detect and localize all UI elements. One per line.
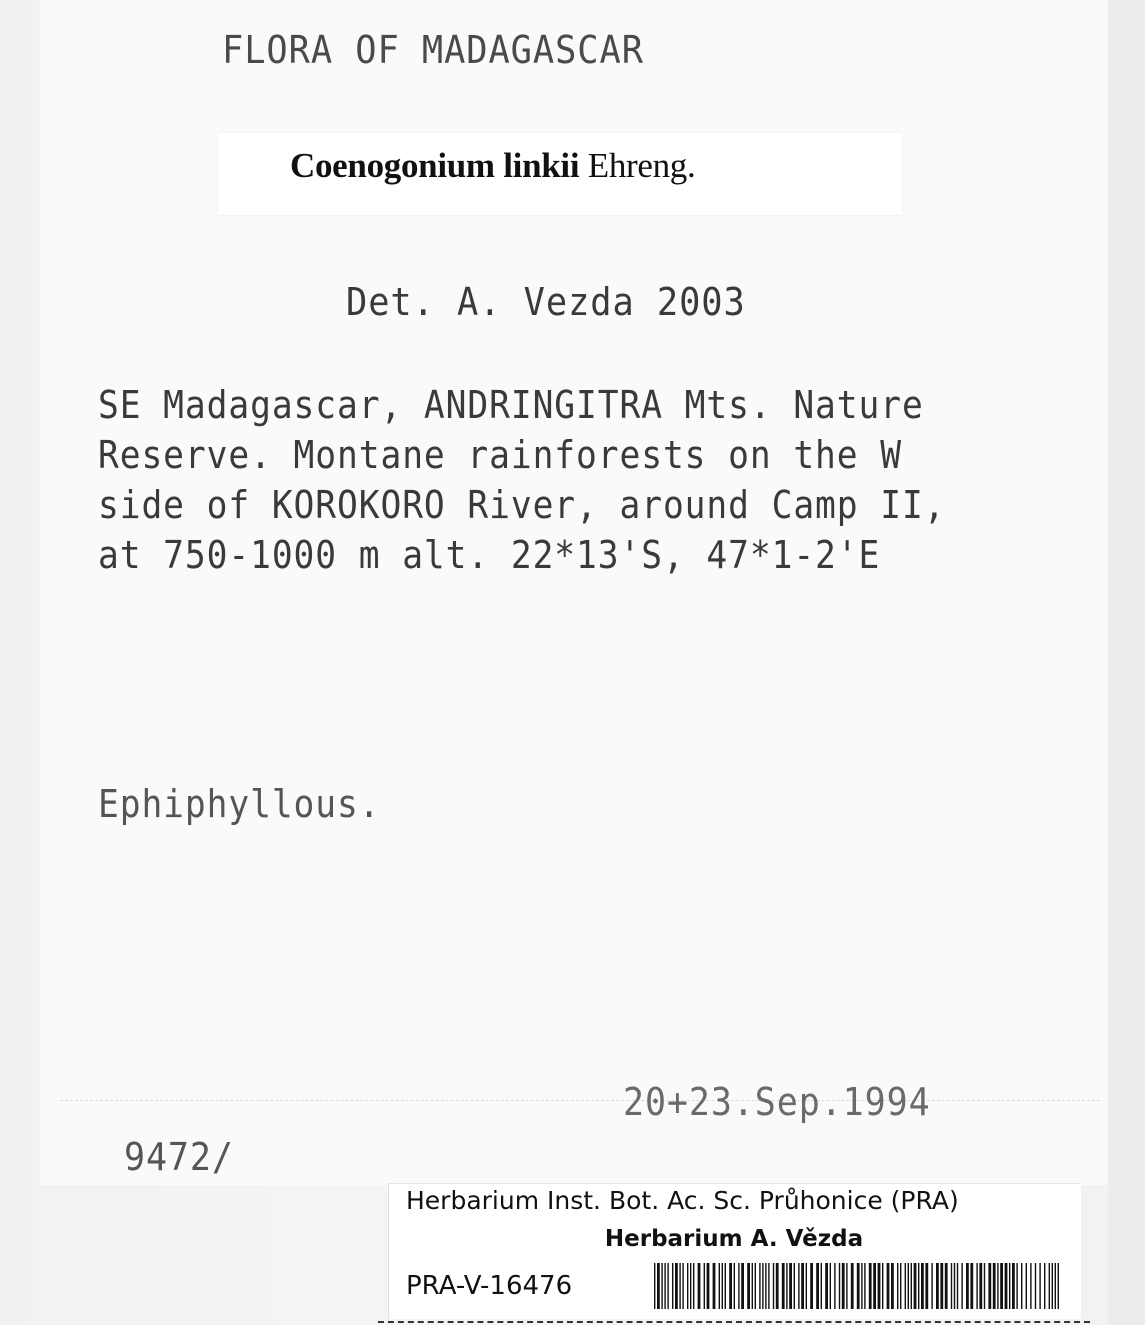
- barcode-bar: [979, 1263, 982, 1309]
- barcode-bar: [782, 1263, 785, 1309]
- barcode-bar: [931, 1263, 932, 1309]
- barcode-bar: [1049, 1263, 1050, 1309]
- barcode-bar: [682, 1263, 683, 1309]
- barcode-bar: [905, 1263, 906, 1309]
- barcode-bar: [821, 1263, 822, 1309]
- barcode-bar: [1039, 1263, 1040, 1309]
- barcode-bar: [698, 1263, 701, 1309]
- herbarium-collection: Herbarium A. Vězda: [604, 1226, 864, 1252]
- barcode-bar: [693, 1263, 694, 1309]
- barcode-bar: [752, 1263, 753, 1309]
- sheet-edge: [1108, 0, 1145, 1325]
- taxon-author: Ehreng.: [587, 146, 696, 185]
- barcode-bar: [654, 1263, 655, 1309]
- barcode-bar: [810, 1263, 813, 1309]
- barcode-bar: [789, 1263, 792, 1309]
- specimen-barcode: [652, 1263, 1064, 1309]
- barcode-bar: [1021, 1263, 1022, 1309]
- habitat-note: Ephiphyllous.: [98, 782, 381, 826]
- barcode-bar: [846, 1263, 847, 1309]
- barcode-bar: [997, 1263, 998, 1309]
- barcode-bar: [954, 1263, 955, 1309]
- barcode-bar: [664, 1263, 665, 1309]
- flora-title: FLORA OF MADAGASCAR: [222, 28, 644, 72]
- barcode-bar: [914, 1263, 917, 1309]
- barcode-bar: [900, 1263, 901, 1309]
- barcode-bar: [834, 1263, 835, 1309]
- barcode-bar: [806, 1263, 807, 1309]
- barcode-bar: [825, 1263, 828, 1309]
- barcode-bar: [925, 1263, 928, 1309]
- barcode-bar: [1026, 1263, 1027, 1309]
- barcode-bar: [707, 1263, 710, 1309]
- barcode-bar: [830, 1263, 831, 1309]
- barcode-bar: [722, 1263, 723, 1309]
- barcode-bar: [1035, 1263, 1036, 1309]
- barcode-bar: [861, 1263, 862, 1309]
- barcode-bar: [1058, 1263, 1059, 1309]
- barcode-bar: [713, 1263, 716, 1309]
- barcode-bar: [1044, 1263, 1045, 1309]
- barcode-bar: [988, 1263, 991, 1309]
- barcode-bar: [755, 1263, 756, 1309]
- barcode-bar: [976, 1263, 977, 1309]
- barcode-bar: [734, 1263, 735, 1309]
- taxon-name: [290, 146, 695, 186]
- barcode-bar: [1055, 1263, 1056, 1309]
- barcode-bar: [857, 1263, 860, 1309]
- barcode-bar: [961, 1263, 962, 1309]
- barcode-bar: [738, 1263, 739, 1309]
- taxon-genus: Coenogonium: [290, 146, 495, 185]
- barcode-bar: [993, 1263, 996, 1309]
- barcode-bar: [765, 1263, 766, 1309]
- label-divider: [60, 1100, 1100, 1101]
- barcode-bar: [882, 1263, 883, 1309]
- barcode-bar: [687, 1263, 688, 1309]
- barcode-bar: [679, 1263, 680, 1309]
- barcode-bar: [747, 1263, 750, 1309]
- barcode-bar: [661, 1263, 662, 1309]
- barcode-bar: [1052, 1263, 1053, 1309]
- barcode-bar: [957, 1263, 958, 1309]
- barcode-bar: [798, 1263, 799, 1309]
- barcode-bar: [786, 1263, 787, 1309]
- locality-line: Reserve. Montane rainforests on the W: [98, 433, 902, 477]
- locality-line: at 750-1000 m alt. 22*13'S, 47*1-2'E: [98, 533, 881, 577]
- barcode-bar: [873, 1263, 876, 1309]
- barcode-bar: [675, 1263, 678, 1309]
- barcode-bar: [657, 1263, 660, 1309]
- barcode-bar: [704, 1263, 705, 1309]
- barcode-bar: [794, 1263, 795, 1309]
- barcode-bar: [816, 1263, 819, 1309]
- collection-date: 20+23.Sep.1994: [623, 1080, 931, 1124]
- barcode-bar: [762, 1263, 763, 1309]
- locality-line: side of KOROKORO River, around Camp II,: [98, 483, 946, 527]
- barcode-bar: [984, 1263, 985, 1309]
- barcode-bar: [773, 1263, 774, 1309]
- barcode-bar: [719, 1263, 720, 1309]
- specimen-id: PRA-V-16476: [406, 1271, 573, 1301]
- barcode-bar: [921, 1263, 924, 1309]
- barcode-bar: [725, 1263, 726, 1309]
- barcode-bar: [741, 1263, 744, 1309]
- barcode-bar: [940, 1263, 943, 1309]
- barcode-bar: [842, 1263, 845, 1309]
- barcode-bar: [887, 1263, 890, 1309]
- barcode-bar: [908, 1263, 909, 1309]
- barcode-bar: [776, 1263, 779, 1309]
- barcode-bar: [1012, 1263, 1015, 1309]
- barcode-bar: [801, 1263, 804, 1309]
- barcode-bar: [911, 1263, 912, 1309]
- barcode-bar: [878, 1263, 881, 1309]
- barcode-bar: [851, 1263, 854, 1309]
- herbarium-institution: Herbarium Inst. Bot. Ac. Sc. Průhonice (PRA): [406, 1186, 959, 1215]
- barcode-bar: [945, 1263, 948, 1309]
- cut-line: [378, 1321, 1090, 1323]
- barcode-bar: [729, 1263, 732, 1309]
- locality-text: [98, 380, 945, 580]
- barcode-bar: [690, 1263, 691, 1309]
- barcode-bar: [759, 1263, 760, 1309]
- barcode-bar: [891, 1263, 894, 1309]
- barcode-bar: [667, 1263, 668, 1309]
- barcode-bar: [869, 1263, 872, 1309]
- barcode-bar: [672, 1263, 673, 1309]
- barcode-bar: [839, 1263, 840, 1309]
- barcode-bar: [1000, 1263, 1003, 1309]
- barcode-bar: [1016, 1263, 1017, 1309]
- barcode-bar: [936, 1263, 939, 1309]
- taxon-epithet: linkii: [503, 146, 580, 185]
- barcode-bar: [966, 1263, 969, 1309]
- barcode-bar: [897, 1263, 898, 1309]
- barcode-bar: [1009, 1263, 1010, 1309]
- barcode-bar: [970, 1263, 973, 1309]
- barcode-bar: [918, 1263, 919, 1309]
- barcode-bar: [1030, 1263, 1031, 1309]
- barcode-bar: [1005, 1263, 1008, 1309]
- barcode-bar: [768, 1263, 769, 1309]
- determination-line: Det. A. Vezda 2003: [346, 280, 746, 324]
- collection-number: 9472/: [124, 1135, 234, 1179]
- barcode-bar: [864, 1263, 865, 1309]
- barcode-bar: [951, 1263, 952, 1309]
- locality-line: SE Madagascar, ANDRINGITRA Mts. Nature: [98, 383, 924, 427]
